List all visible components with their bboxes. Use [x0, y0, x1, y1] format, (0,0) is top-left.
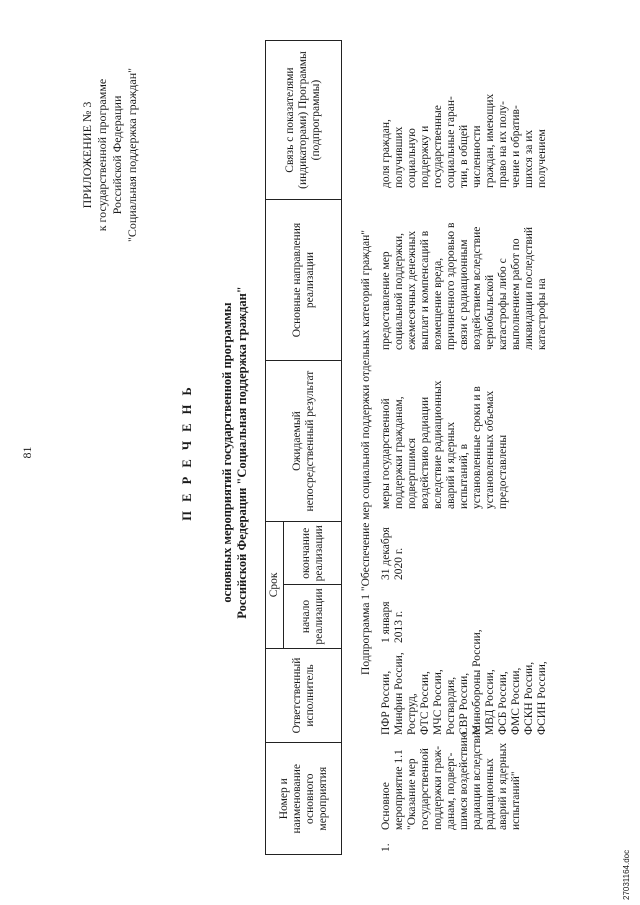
appendix-line-4: "Социальная поддержка граждан" — [125, 67, 139, 243]
page-number: 81 — [20, 446, 34, 459]
document-heading: П Е Р Е Ч Е Н Ь — [180, 384, 194, 521]
row-main-directions: предоставление мер социальной поддержки, ежемесячных денежных выплат и компенсаций в возмещение вреда, причиненного здоровью в связи с радиационным воздействием вследствие чернобыльской катастрофы либо с выполнением работ по ликвидации последствий катастрофы на — [380, 222, 548, 350]
row-end-date: 31 декабря 2020 г. — [380, 527, 405, 580]
header-result: Ожидаемый непосредственный результат — [266, 360, 342, 521]
row-indicators: доля граждан, получивших социальную поддержку и государственные социальные гаран- тии, в общей численности граждан, имеющих право на их полу- чение и обратив- шихся за их получением — [380, 93, 548, 188]
header-indicators: Связь с показателями (индикаторами) Программы (подпрограммы) — [266, 41, 342, 200]
appendix-line-2: к государственной программе — [95, 78, 109, 232]
activities-table — [265, 40, 342, 855]
header-number-name: Номер и наименование основного мероприятия — [266, 743, 342, 855]
header-end: окончание реализации — [284, 522, 342, 585]
row-activity-name: Основное мероприятие 1.1 "Оказание мер государственной поддержки граж- данам, подверг- шимся воздействию радиации вследствие радиационных аварий и ядерных испытаний" — [380, 726, 522, 830]
subprogram-title: Подпрограмма 1 "Обеспечение мер социальной поддержки отдельных категорий граждан" — [360, 230, 372, 675]
header-directions: Основные направления реализации — [266, 200, 342, 361]
appendix-line-3: Российской Федерации — [110, 95, 124, 215]
header-executor: Ответственный исполнитель — [266, 648, 342, 743]
appendix-number: ПРИЛОЖЕНИЕ № 3 — [80, 101, 94, 209]
row-expected-result: меры государственной поддержки гражданам, подвергшимся воздействию радиации вследствие радиационных аварий и ядерных испытаний, в установленные сроки и в установленных объемах предоставлены — [380, 380, 509, 509]
row-start-date: 1 января 2013 г. — [380, 601, 405, 643]
header-start: начало реализации — [284, 585, 342, 648]
row-executors: ПФР России, Минфин России, Роструд, ФТС России, МЧС России, Росгвардия, СВР России, Минобороны России, МВД России, ФСБ России, ФМС России, ФСКН России, ФСИН России, — [380, 629, 548, 735]
footer-filename: 27031164.doc — [622, 849, 631, 900]
header-term: Срок — [266, 522, 284, 648]
document-title-line-3: Российской Федерации "Социальная поддержка граждан" — [235, 286, 249, 619]
document-title-line-2: основных мероприятий государственной программы — [220, 302, 234, 603]
appendix-header — [80, 5, 140, 305]
row-number: 1. — [380, 843, 392, 852]
